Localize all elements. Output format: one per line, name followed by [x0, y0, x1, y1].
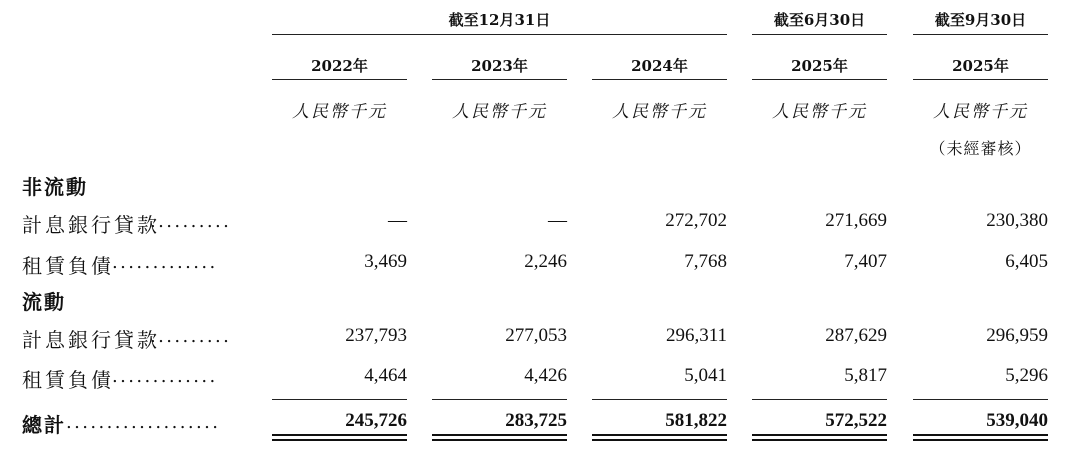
- total-value: 283,725: [505, 410, 567, 431]
- cell-value: 230,380: [986, 210, 1048, 231]
- row-label: 計息銀行貸款: [22, 213, 160, 237]
- cell-value: 5,296: [1005, 365, 1048, 386]
- section-non-current: 非流動: [22, 175, 88, 199]
- total-value: 572,522: [825, 410, 887, 431]
- cell-value: 3,469: [364, 251, 407, 272]
- leader-dots: ...................: [66, 412, 221, 433]
- cell-value: 5,041: [684, 365, 727, 386]
- leader-dots: .............: [112, 366, 218, 387]
- cell-value: 4,426: [524, 365, 567, 386]
- column-year-rule: [752, 79, 887, 80]
- column-year-rule: [592, 79, 727, 80]
- total-value: 539,040: [986, 410, 1048, 431]
- column-unit: 人民幣千元: [933, 102, 1028, 122]
- leader-dots: ..........: [150, 211, 232, 232]
- header-group-dec31: 截至12月31日: [448, 11, 551, 29]
- cell-value: —: [388, 210, 407, 231]
- total-top-rule: [913, 399, 1048, 400]
- cell-value: 296,311: [665, 325, 727, 346]
- cell-value: 277,053: [505, 325, 567, 346]
- cell-value: 4,464: [364, 365, 407, 386]
- cell-value: 6,405: [1005, 251, 1048, 272]
- cell-value: —: [548, 210, 567, 231]
- leader-dots: ..........: [150, 326, 232, 347]
- cell-value: 237,793: [345, 325, 407, 346]
- cell-value: 7,768: [684, 251, 727, 272]
- column-year-2025-jun: 2025年: [791, 57, 848, 75]
- total-double-underline: [913, 434, 1048, 441]
- header-group-sep30: 截至9月30日: [934, 11, 1027, 29]
- cell-value: 296,959: [986, 325, 1048, 346]
- cell-value: 271,669: [825, 210, 887, 231]
- header-group-sep30-rule: [913, 34, 1048, 35]
- cell-value: 2,246: [524, 251, 567, 272]
- column-year-2025-sep: 2025年: [952, 57, 1009, 75]
- header-group-jun30-rule: [752, 34, 887, 35]
- column-year-2024: 2024年: [631, 57, 688, 75]
- total-label: 總計: [22, 413, 66, 437]
- total-value: 245,726: [345, 410, 407, 431]
- column-year-rule: [432, 79, 567, 80]
- cell-value: 287,629: [825, 325, 887, 346]
- leader-dots: .............: [112, 252, 218, 273]
- header-group-jun30: 截至6月30日: [773, 11, 866, 29]
- total-double-underline: [752, 434, 887, 441]
- total-value: 581,822: [665, 410, 727, 431]
- total-double-underline: [272, 434, 407, 441]
- total-top-rule: [432, 399, 567, 400]
- section-current: 流動: [22, 290, 66, 314]
- row-label: 計息銀行貸款: [22, 328, 160, 352]
- column-year-2022: 2022年: [311, 57, 368, 75]
- cell-value: 272,702: [665, 210, 727, 231]
- column-year-rule: [272, 79, 407, 80]
- total-top-rule: [272, 399, 407, 400]
- column-unit: 人民幣千元: [612, 102, 707, 122]
- column-year-2023: 2023年: [471, 57, 528, 75]
- column-unit: 人民幣千元: [292, 102, 387, 122]
- column-unit: 人民幣千元: [452, 102, 547, 122]
- column-year-rule: [913, 79, 1048, 80]
- total-double-underline: [592, 434, 727, 441]
- cell-value: 5,817: [844, 365, 887, 386]
- row-label: 租賃負債: [22, 254, 114, 278]
- unaudited-note: （未經審核）: [929, 139, 1032, 158]
- header-group-dec31-rule: [272, 34, 727, 35]
- total-double-underline: [432, 434, 567, 441]
- row-label: 租賃負債: [22, 368, 114, 392]
- cell-value: 7,407: [844, 251, 887, 272]
- total-top-rule: [752, 399, 887, 400]
- total-top-rule: [592, 399, 727, 400]
- column-unit: 人民幣千元: [772, 102, 867, 122]
